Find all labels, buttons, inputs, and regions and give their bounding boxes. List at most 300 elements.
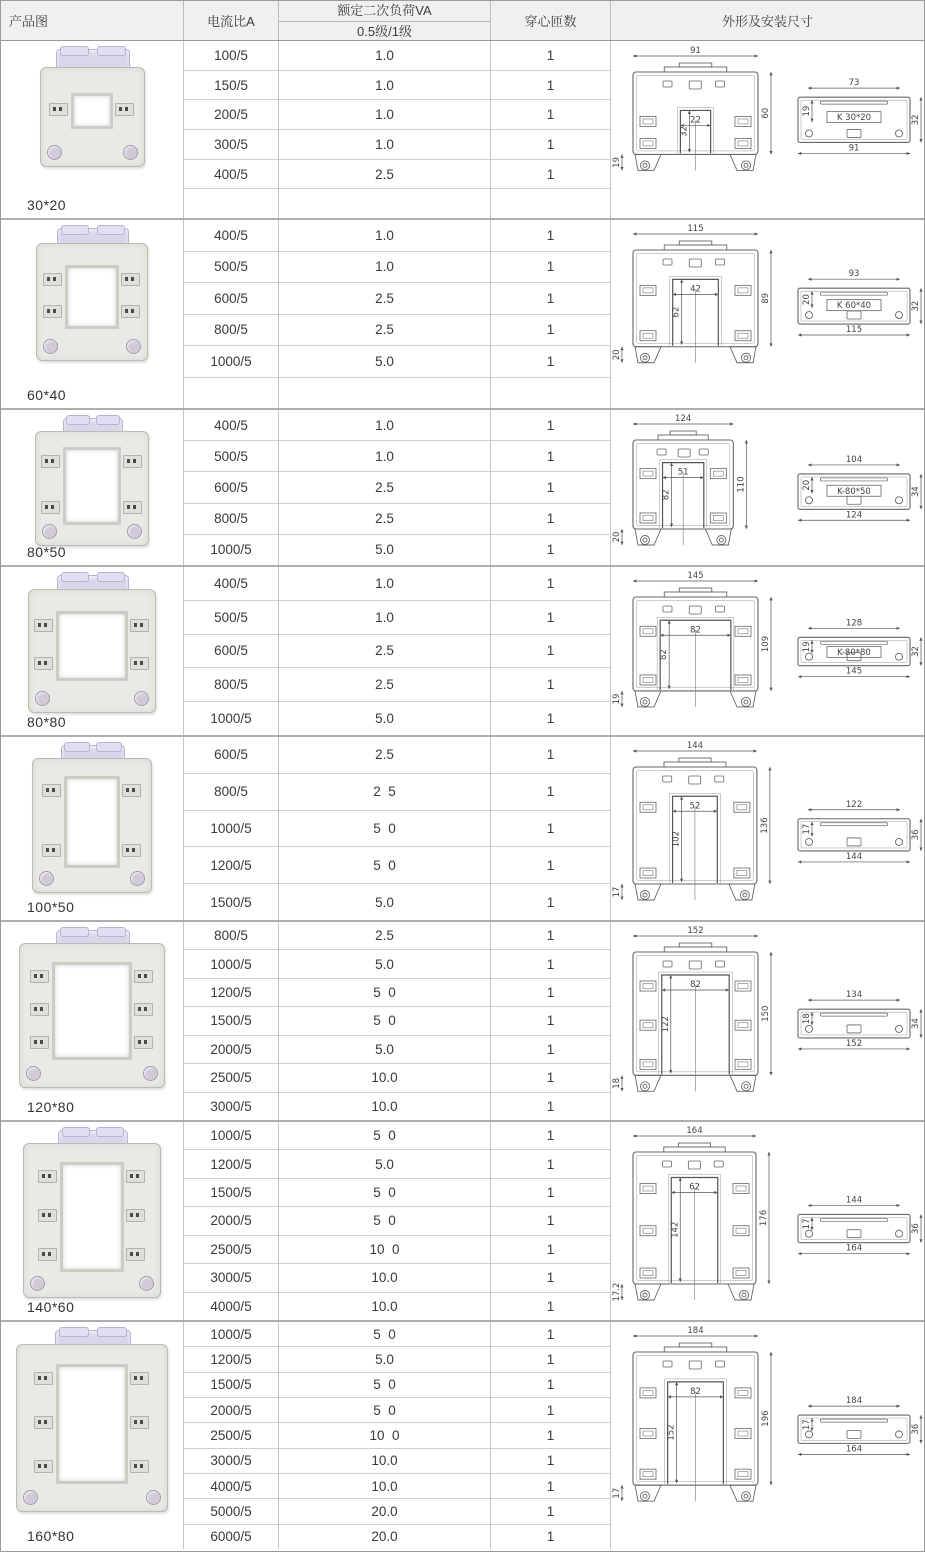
turns-value: 1 — [491, 884, 611, 920]
rated-burden-value: 2.5 — [279, 737, 491, 773]
screw-knob — [35, 691, 50, 706]
svg-text:124: 124 — [845, 510, 863, 521]
rated-burden-value: 2.5 — [279, 283, 491, 314]
current-ratio-value: 800/5 — [184, 922, 279, 949]
turns-value: 1 — [491, 1525, 611, 1549]
turns-value: 1 — [491, 1499, 611, 1523]
rated-burden-value — [279, 378, 491, 409]
turns-value: 1 — [491, 1179, 611, 1206]
table-row — [184, 1179, 611, 1207]
svg-text:122: 122 — [845, 799, 863, 810]
current-ratio-value: 150/5 — [184, 71, 279, 100]
screw-knob — [127, 524, 142, 539]
product-size-label: 100*50 — [27, 899, 75, 915]
svg-text:32: 32 — [911, 646, 921, 657]
svg-text:104: 104 — [845, 454, 863, 465]
dimension-diagram — [611, 1122, 924, 1320]
turns-value: 1 — [491, 1423, 611, 1447]
svg-text:17.2: 17.2 — [612, 1282, 622, 1302]
terminal-block — [130, 1372, 149, 1385]
svg-text:124: 124 — [675, 414, 692, 424]
turns-value: 1 — [491, 71, 611, 100]
product-photo — [36, 228, 148, 361]
table-row — [184, 1236, 611, 1264]
terminal-block — [126, 1248, 145, 1261]
table-row — [184, 1293, 611, 1320]
header-current-ratio: 电流比A — [184, 1, 279, 40]
table-row — [184, 71, 611, 101]
svg-text:152: 152 — [687, 926, 704, 936]
turns-value: 1 — [491, 346, 611, 377]
turns-value — [491, 378, 611, 409]
terminal-block — [43, 273, 62, 286]
svg-text:142: 142 — [670, 1221, 681, 1238]
product-photo-cell — [1, 737, 184, 920]
turns-value: 1 — [491, 1093, 611, 1120]
screw-knob — [42, 524, 57, 539]
spec-rows — [184, 1122, 611, 1320]
svg-text:17: 17 — [802, 1218, 812, 1230]
current-ratio-value: 5000/5 — [184, 1499, 279, 1523]
rated-burden-value: 1.0 — [279, 601, 491, 634]
current-ratio-value: 1200/5 — [184, 979, 279, 1006]
table-row — [184, 1322, 611, 1347]
table-row — [184, 1474, 611, 1499]
rated-burden-value: 5 0 — [279, 1322, 491, 1346]
terminal-block — [123, 501, 142, 514]
center-window — [56, 611, 128, 681]
product-section — [1, 1320, 924, 1549]
current-ratio-value: 1000/5 — [184, 702, 279, 735]
svg-text:184: 184 — [845, 1396, 863, 1407]
rated-burden-value: 20.0 — [279, 1499, 491, 1523]
current-ratio-value: 1000/5 — [184, 346, 279, 377]
terminal-block — [49, 103, 68, 116]
current-ratio-value: 600/5 — [184, 737, 279, 773]
turns-value: 1 — [491, 1449, 611, 1473]
product-photo — [35, 418, 149, 546]
turns-value: 1 — [491, 635, 611, 668]
svg-text:18: 18 — [612, 1077, 622, 1089]
svg-text:82: 82 — [659, 649, 670, 661]
current-ratio-value: 6000/5 — [184, 1525, 279, 1549]
terminal-block — [34, 1372, 53, 1385]
terminal-block — [38, 1248, 57, 1261]
rated-burden-value: 5 0 — [279, 1207, 491, 1234]
table-row — [184, 1449, 611, 1474]
terminal-block — [34, 619, 53, 632]
table-row — [184, 635, 611, 669]
rated-burden-value: 5.0 — [279, 702, 491, 735]
current-ratio-value: 2000/5 — [184, 1398, 279, 1422]
product-size-label: 120*80 — [27, 1099, 75, 1115]
svg-text:73: 73 — [848, 78, 860, 89]
screw-knob — [26, 1066, 41, 1081]
center-window — [52, 962, 132, 1060]
terminal-block — [126, 1170, 145, 1183]
rated-burden-value: 5.0 — [279, 884, 491, 920]
svg-text:17: 17 — [802, 823, 812, 835]
rated-burden-value: 5.0 — [279, 1347, 491, 1371]
table-row — [184, 130, 611, 160]
terminal-block — [38, 1170, 57, 1183]
rated-burden-value: 5 0 — [279, 847, 491, 883]
current-ratio-value: 1000/5 — [184, 535, 279, 565]
svg-text:19: 19 — [612, 157, 622, 168]
rated-burden-value: 5 0 — [279, 1122, 491, 1149]
product-photo — [16, 1330, 168, 1512]
current-ratio-value: 200/5 — [184, 100, 279, 129]
svg-text:K 60*40: K 60*40 — [836, 301, 872, 312]
svg-text:82: 82 — [690, 980, 701, 991]
turns-value: 1 — [491, 252, 611, 283]
table-row — [184, 346, 611, 378]
center-window — [71, 93, 113, 129]
terminal-block — [130, 619, 149, 632]
product-size-label: 140*60 — [27, 1299, 75, 1315]
rated-burden-value: 1.0 — [279, 100, 491, 129]
svg-text:52: 52 — [689, 801, 701, 812]
svg-text:91: 91 — [848, 143, 860, 154]
rated-burden-value: 1.0 — [279, 71, 491, 100]
terminal-block — [134, 1036, 153, 1049]
turns-value: 1 — [491, 1236, 611, 1263]
svg-text:36: 36 — [911, 829, 921, 841]
spec-rows — [184, 410, 611, 565]
table-row — [184, 1423, 611, 1448]
terminal-block — [34, 657, 53, 670]
turns-value: 1 — [491, 130, 611, 159]
svg-text:34: 34 — [911, 1018, 921, 1029]
turns-value: 1 — [491, 702, 611, 735]
current-ratio-value: 400/5 — [184, 160, 279, 189]
current-ratio-value: 500/5 — [184, 252, 279, 283]
product-photo — [40, 49, 145, 167]
product-size-label: 80*80 — [27, 714, 67, 730]
current-ratio-value: 3000/5 — [184, 1264, 279, 1291]
svg-text:34: 34 — [911, 486, 921, 498]
svg-text:18: 18 — [802, 1013, 812, 1025]
dimension-drawing — [611, 569, 924, 733]
current-ratio-value: 500/5 — [184, 441, 279, 471]
product-photo-cell — [1, 1122, 184, 1320]
rated-burden-value: 5 0 — [279, 1398, 491, 1422]
product-section — [1, 408, 924, 565]
screw-knob — [143, 1066, 158, 1081]
turns-value: 1 — [491, 160, 611, 189]
screw-knob — [139, 1276, 154, 1291]
screw-knob — [39, 871, 54, 886]
svg-text:60: 60 — [761, 107, 771, 119]
turns-value: 1 — [491, 441, 611, 471]
rated-burden-value: 2.5 — [279, 315, 491, 346]
dimension-diagram — [611, 922, 924, 1120]
rated-burden-value: 20.0 — [279, 1525, 491, 1549]
rated-burden-value: 10.0 — [279, 1093, 491, 1120]
center-window — [56, 1364, 128, 1484]
svg-text:122: 122 — [660, 1016, 671, 1033]
table-row — [184, 1373, 611, 1398]
table-row — [184, 472, 611, 503]
svg-text:36: 36 — [911, 1423, 921, 1435]
product-photo — [28, 575, 156, 713]
table-row — [184, 1122, 611, 1150]
spec-rows — [184, 220, 611, 408]
table-row — [184, 702, 611, 735]
turns-value: 1 — [491, 737, 611, 773]
current-ratio-value: 1200/5 — [184, 847, 279, 883]
turns-value: 1 — [491, 220, 611, 251]
rated-burden-value: 10.0 — [279, 1264, 491, 1291]
terminal-block — [134, 1003, 153, 1016]
screw-knob — [43, 339, 58, 354]
header-accuracy-class: 0.5级/1级 — [279, 21, 490, 41]
rated-burden-value: 1.0 — [279, 252, 491, 283]
svg-text:176: 176 — [759, 1209, 769, 1227]
terminal-block — [30, 1036, 49, 1049]
table-row — [184, 410, 611, 441]
table-row — [184, 922, 611, 950]
table-row — [184, 504, 611, 535]
current-ratio-value: 4000/5 — [184, 1293, 279, 1320]
terminal-block — [42, 844, 61, 857]
terminal-block — [42, 784, 61, 797]
svg-text:128: 128 — [845, 618, 863, 629]
current-ratio-value: 2500/5 — [184, 1064, 279, 1091]
table-row — [184, 315, 611, 347]
table-row — [184, 811, 611, 848]
product-photo-cell — [1, 1322, 184, 1549]
svg-text:32: 32 — [911, 114, 921, 126]
table-row — [184, 950, 611, 978]
dimension-drawing — [611, 412, 924, 563]
rated-burden-value: 1.0 — [279, 441, 491, 471]
terminal-block — [123, 455, 142, 468]
terminal-block — [130, 1416, 149, 1429]
rated-burden-value: 2 5 — [279, 774, 491, 810]
rated-burden-value: 10.0 — [279, 1474, 491, 1498]
table-row — [184, 160, 611, 190]
product-photo — [19, 930, 165, 1088]
header-product-image: 产品图 — [1, 1, 184, 40]
turns-value: 1 — [491, 1474, 611, 1498]
svg-text:102: 102 — [671, 831, 682, 848]
dimension-diagram — [611, 410, 924, 565]
svg-text:164: 164 — [686, 1126, 703, 1136]
header-rated-burden — [279, 1, 491, 40]
rated-burden-value: 2.5 — [279, 668, 491, 701]
center-window — [60, 1162, 124, 1272]
dimension-drawing — [611, 1124, 924, 1318]
dimension-diagram — [611, 220, 924, 408]
product-photo-cell — [1, 567, 184, 735]
table-row — [184, 737, 611, 774]
product-section — [1, 735, 924, 920]
svg-text:17: 17 — [612, 1487, 622, 1499]
terminal-block — [122, 784, 141, 797]
svg-text:K-80*50: K-80*50 — [837, 486, 871, 497]
rated-burden-value: 10 0 — [279, 1423, 491, 1447]
terminal-block — [115, 103, 134, 116]
terminal-block — [134, 970, 153, 983]
product-section — [1, 41, 924, 218]
terminal-block — [38, 1209, 57, 1222]
current-ratio-value: 400/5 — [184, 567, 279, 600]
svg-text:19: 19 — [802, 105, 812, 117]
spec-rows — [184, 922, 611, 1120]
table-row — [184, 252, 611, 284]
terminal-block — [130, 657, 149, 670]
current-ratio-value: 600/5 — [184, 635, 279, 668]
current-ratio-value: 1000/5 — [184, 1122, 279, 1149]
rated-burden-value: 5.0 — [279, 346, 491, 377]
screw-knob — [30, 1276, 45, 1291]
rated-burden-value: 5 0 — [279, 979, 491, 1006]
svg-text:20: 20 — [612, 531, 622, 543]
rated-burden-value: 10.0 — [279, 1449, 491, 1473]
header-turns: 穿心匝数 — [491, 1, 611, 40]
spec-rows — [184, 1322, 611, 1549]
table-body — [1, 41, 924, 1549]
current-ratio-value: 800/5 — [184, 668, 279, 701]
dimension-drawing — [611, 739, 924, 918]
svg-text:164: 164 — [845, 1444, 863, 1455]
turns-value: 1 — [491, 567, 611, 600]
table-row — [184, 100, 611, 130]
svg-text:115: 115 — [845, 325, 863, 336]
screw-knob — [146, 1490, 161, 1505]
dimension-diagram — [611, 737, 924, 920]
rated-burden-value — [279, 189, 491, 218]
svg-text:89: 89 — [761, 292, 771, 304]
terminal-block — [41, 501, 60, 514]
product-size-label: 30*20 — [27, 197, 67, 213]
product-size-label: 60*40 — [27, 387, 67, 403]
rated-burden-value: 5 0 — [279, 1373, 491, 1397]
rated-burden-value: 10.0 — [279, 1293, 491, 1320]
turns-value: 1 — [491, 315, 611, 346]
current-ratio-value: 500/5 — [184, 601, 279, 634]
current-ratio-value: 1500/5 — [184, 1179, 279, 1206]
rated-burden-value: 5 0 — [279, 1007, 491, 1034]
table-row — [184, 1064, 611, 1092]
rated-burden-value: 2.5 — [279, 922, 491, 949]
product-section — [1, 218, 924, 408]
svg-text:K 30*20: K 30*20 — [836, 113, 872, 124]
table-row — [184, 441, 611, 472]
table-row — [184, 567, 611, 601]
turns-value: 1 — [491, 504, 611, 534]
header-dimensions: 外形及安装尺寸 — [721, 14, 813, 29]
table-row — [184, 1207, 611, 1235]
current-ratio-value: 600/5 — [184, 472, 279, 502]
svg-text:136: 136 — [759, 817, 770, 834]
table-row — [184, 220, 611, 252]
svg-text:82: 82 — [690, 1386, 701, 1397]
current-ratio-value: 1500/5 — [184, 1373, 279, 1397]
turns-value: 1 — [491, 774, 611, 810]
terminal-block — [126, 1209, 145, 1222]
svg-text:144: 144 — [845, 851, 863, 862]
dimension-drawing — [611, 44, 924, 215]
turns-value: 1 — [491, 1036, 611, 1063]
screw-knob — [130, 871, 145, 886]
rated-burden-value: 5.0 — [279, 950, 491, 977]
svg-text:91: 91 — [690, 46, 701, 56]
dimension-diagram — [611, 1322, 924, 1549]
table-header — [1, 1, 924, 41]
svg-text:42: 42 — [690, 284, 701, 295]
svg-text:196: 196 — [761, 1410, 771, 1427]
current-ratio-value: 1000/5 — [184, 811, 279, 847]
current-ratio-value: 2000/5 — [184, 1036, 279, 1063]
table-row — [184, 979, 611, 1007]
product-section — [1, 1120, 924, 1320]
svg-text:164: 164 — [845, 1243, 863, 1254]
turns-value: 1 — [491, 100, 611, 129]
current-ratio-value: 1500/5 — [184, 1007, 279, 1034]
rated-burden-value: 1.0 — [279, 567, 491, 600]
current-ratio-value: 4000/5 — [184, 1474, 279, 1498]
table-row — [184, 601, 611, 635]
svg-text:109: 109 — [761, 635, 771, 653]
table-row — [184, 1264, 611, 1292]
turns-value — [491, 189, 611, 218]
spec-rows — [184, 737, 611, 920]
rated-burden-value: 1.0 — [279, 220, 491, 251]
svg-text:K-80*80: K-80*80 — [837, 647, 871, 658]
rated-burden-value: 5 0 — [279, 811, 491, 847]
product-photo-cell — [1, 220, 184, 408]
turns-value: 1 — [491, 1150, 611, 1177]
turns-value: 1 — [491, 979, 611, 1006]
rated-burden-value: 2.5 — [279, 635, 491, 668]
svg-text:144: 144 — [686, 741, 704, 751]
svg-text:152: 152 — [845, 1038, 863, 1049]
screw-knob — [126, 339, 141, 354]
svg-text:93: 93 — [848, 269, 860, 280]
terminal-block — [122, 844, 141, 857]
turns-value: 1 — [491, 1322, 611, 1346]
rated-burden-value: 5.0 — [279, 535, 491, 565]
screw-knob — [123, 145, 138, 160]
current-ratio-value: 600/5 — [184, 283, 279, 314]
current-ratio-value: 800/5 — [184, 315, 279, 346]
turns-value: 1 — [491, 1373, 611, 1397]
turns-value: 1 — [491, 668, 611, 701]
svg-text:32: 32 — [911, 300, 921, 312]
dimension-drawing — [611, 222, 924, 406]
terminal-block — [41, 455, 60, 468]
svg-text:115: 115 — [687, 224, 704, 234]
rated-burden-value: 1.0 — [279, 41, 491, 70]
svg-text:17: 17 — [802, 1419, 812, 1431]
rated-burden-value: 5.0 — [279, 1036, 491, 1063]
center-window — [64, 776, 120, 868]
svg-text:82: 82 — [661, 489, 672, 501]
rated-burden-value: 5.0 — [279, 1150, 491, 1177]
svg-text:134: 134 — [845, 990, 863, 1001]
turns-value: 1 — [491, 1122, 611, 1149]
table-row — [184, 535, 611, 565]
terminal-block — [30, 970, 49, 983]
product-photo-cell — [1, 922, 184, 1120]
terminal-block — [121, 273, 140, 286]
table-row — [184, 189, 611, 218]
rated-burden-value: 1.0 — [279, 410, 491, 440]
table-row — [184, 41, 611, 71]
screw-knob — [134, 691, 149, 706]
